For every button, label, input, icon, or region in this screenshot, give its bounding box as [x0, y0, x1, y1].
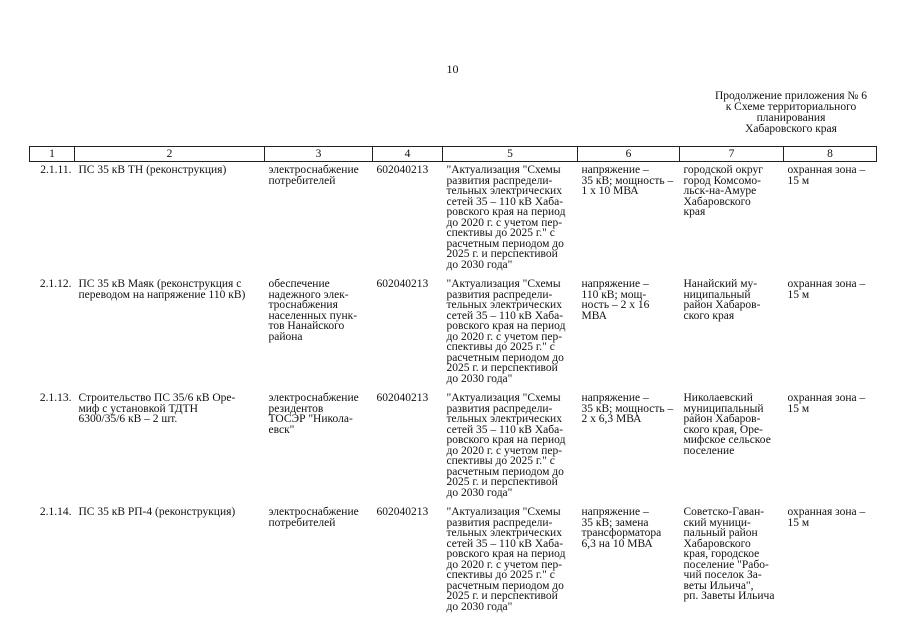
characteristics-line: напряжение –: [581, 278, 649, 290]
facility-name-line: миф с установкой ТДТН: [78, 402, 198, 415]
page-number: 10: [446, 62, 459, 76]
column-header: 8: [784, 147, 877, 162]
row-number-cell: 2.1.12.: [39, 278, 72, 290]
source-document-line: расчетным периодом до: [446, 237, 564, 250]
source-document-line: до 2030 года": [446, 600, 513, 613]
characteristics-line: 35 кВ; мощность –: [581, 174, 674, 187]
facility-name-line: 6300/35/6 кВ – 2 шт.: [78, 413, 178, 425]
row-number-cell: 2.1.14.: [39, 506, 72, 518]
source-document-line: "Актуализация "Схемы: [446, 392, 561, 404]
protection-zone-line: охранная зона –: [787, 164, 866, 176]
purpose-line: обеспечение: [268, 278, 330, 290]
purpose-line: надежного элек-: [268, 288, 349, 301]
source-document-line: сетей 35 – 110 кВ Хаба-: [446, 309, 564, 322]
characteristics-line: 1 х 10 МВА: [581, 185, 639, 197]
location-cell: [680, 276, 784, 390]
row-number-cell: 2.1.13.: [39, 392, 72, 404]
source-document-line: сетей 35 – 110 кВ Хаба-: [446, 195, 564, 208]
location-line: рп. Заветы Ильича: [683, 590, 775, 602]
location-line: городской округ: [683, 164, 763, 176]
row-number-cell: 2.1.11.: [40, 164, 72, 176]
source-document-line: развития распредели-: [446, 288, 553, 301]
source-document-line: 2025 г. и перспективой: [446, 590, 558, 602]
location-line: Нанайский му-: [683, 278, 758, 290]
source-document-line: тельных электрических: [446, 185, 562, 197]
facility-name-line: переводом на напряжение 110 кВ): [78, 288, 246, 301]
purpose-cell: [265, 504, 373, 618]
source-document-cell: [443, 504, 578, 618]
table-row: [30, 162, 877, 277]
source-document-cell: [443, 276, 578, 390]
location-line: Хабаровского: [683, 195, 751, 208]
column-header: 1: [30, 147, 75, 162]
facility-name-cell: [75, 162, 265, 277]
location-line: льск-на-Амуре: [683, 185, 757, 197]
purpose-line: населенных пунк-: [268, 309, 358, 322]
column-header: 7: [680, 147, 784, 162]
protection-zone-line: охранная зона –: [787, 392, 866, 404]
location-line: ского края: [683, 309, 735, 322]
protection-zone-line: охранная зона –: [787, 506, 866, 518]
protection-zone-cell: [784, 504, 877, 618]
facilities-table: [29, 146, 877, 618]
protection-zone-line: охранная зона –: [787, 278, 866, 290]
facility-name-cell: [75, 504, 265, 618]
table-row: [30, 276, 877, 390]
location-line: ский муници-: [683, 516, 751, 529]
characteristics-line: 6,3 на 10 МВА: [581, 537, 653, 550]
source-document-line: развития распредели-: [446, 516, 553, 529]
facility-name-line: ПС 35 кВ ТН (реконструкция): [78, 164, 227, 176]
protection-zone-cell: [784, 162, 877, 277]
source-document-line: спективы до 2025 г." с: [446, 227, 555, 239]
source-document-line: до 2030 года": [446, 372, 513, 385]
characteristics-line: МВА: [581, 309, 607, 322]
purpose-line: электроснабжение: [268, 392, 359, 404]
purpose-cell: [265, 162, 373, 277]
protection-zone-line: 15 м: [787, 402, 810, 415]
location-line: ского края, Оре-: [683, 423, 763, 436]
protection-zone-cell: [784, 276, 877, 390]
protection-zone-line: 15 м: [787, 288, 810, 301]
source-document-line: "Актуализация "Схемы: [446, 278, 561, 290]
purpose-cell: [265, 390, 373, 504]
purpose-line: электроснабжение: [268, 164, 359, 176]
location-cell: [680, 162, 784, 277]
source-document-line: ровского края на период: [446, 548, 566, 560]
column-header: 6: [578, 147, 680, 162]
purpose-line: тов Нанайского: [268, 320, 345, 332]
appendix-note-line: к Схеме территориального: [725, 101, 857, 113]
source-document-line: до 2020 г. с учетом пер-: [446, 444, 563, 457]
source-document-line: развития распредели-: [446, 402, 553, 415]
characteristics-cell: [578, 276, 680, 390]
source-document-line: сетей 35 – 110 кВ Хаба-: [446, 423, 564, 436]
characteristics-line: напряжение –: [581, 164, 649, 176]
source-document-line: ровского края на период: [446, 206, 566, 218]
appendix-note: [686, 91, 896, 135]
source-document-line: тельных электрических: [446, 527, 562, 539]
location-line: веты Ильича",: [683, 579, 754, 592]
characteristics-line: 2 х 6,3 МВА: [581, 413, 642, 425]
purpose-cell: [265, 276, 373, 390]
source-document-line: до 2020 г. с учетом пер-: [446, 330, 563, 343]
facility-name-line: Строительство ПС 35/6 кВ Оре-: [78, 392, 236, 404]
characteristics-line: трансформатора: [581, 527, 662, 539]
column-header: 4: [373, 147, 443, 162]
facility-name-cell: [75, 276, 265, 390]
object-code-cell: 602040213: [376, 164, 429, 176]
location-line: муниципальный: [683, 402, 764, 415]
purpose-line: электроснабжение: [268, 506, 359, 518]
table-body: [30, 162, 877, 619]
location-line: Николаевский: [683, 392, 753, 404]
source-document-line: спективы до 2025 г." с: [446, 455, 555, 467]
purpose-line: района: [268, 330, 303, 343]
source-document-line: тельных электрических: [446, 299, 562, 311]
object-code-cell: 602040213: [376, 392, 429, 404]
characteristics-line: 110 кВ; мощ-: [581, 288, 647, 301]
characteristics-line: 35 кВ; замена: [581, 516, 649, 529]
source-document-line: спективы до 2025 г." с: [446, 569, 555, 581]
purpose-line: ТОСЭР "Никола-: [268, 413, 353, 425]
location-line: чий поселок За-: [683, 569, 762, 581]
location-line: пальный район: [683, 527, 758, 539]
purpose-line: потребителей: [268, 174, 336, 187]
facility-name-line: ПС 35 кВ РП-4 (реконструкция): [78, 506, 236, 518]
location-line: края: [683, 206, 706, 218]
purpose-line: потребителей: [268, 516, 336, 529]
purpose-line: евск": [268, 423, 295, 436]
column-header: 3: [265, 147, 373, 162]
location-line: поселение: [683, 444, 735, 457]
location-line: поселение "Рабо-: [683, 558, 769, 571]
table-row: [30, 390, 877, 504]
characteristics-cell: [578, 504, 680, 618]
source-document-line: тельных электрических: [446, 413, 562, 425]
source-document-line: расчетным периодом до: [446, 579, 564, 592]
characteristics-line: напряжение –: [581, 506, 649, 518]
column-header: 5: [443, 147, 578, 162]
protection-zone-cell: [784, 390, 877, 504]
location-line: район Хабаров-: [683, 413, 761, 425]
source-document-line: спективы до 2025 г." с: [446, 341, 555, 353]
source-document-line: расчетным периодом до: [446, 351, 564, 364]
location-line: ниципальный: [683, 288, 751, 301]
source-document-line: до 2030 года": [446, 486, 513, 499]
source-document-line: сетей 35 – 110 кВ Хаба-: [446, 537, 564, 550]
location-cell: [680, 504, 784, 618]
protection-zone-line: 15 м: [787, 174, 810, 187]
source-document-line: расчетным периодом до: [446, 465, 564, 478]
location-line: мифское сельское: [683, 434, 771, 446]
table-row: [30, 504, 877, 618]
source-document-line: до 2020 г. с учетом пер-: [446, 558, 563, 571]
characteristics-cell: [578, 390, 680, 504]
location-line: Хабаровского: [683, 537, 751, 550]
location-line: район Хабаров-: [683, 299, 761, 311]
appendix-note-line: Продолжение приложения № 6: [714, 90, 868, 102]
location-line: город Комсомо-: [683, 174, 761, 187]
object-code-cell: 602040213: [376, 506, 429, 518]
source-document-line: 2025 г. и перспективой: [446, 362, 558, 374]
source-document-cell: [443, 162, 578, 277]
source-document-line: до 2020 г. с учетом пер-: [446, 216, 563, 229]
appendix-note-line: Хабаровского края: [745, 123, 837, 135]
source-document-line: до 2030 года": [446, 258, 513, 271]
column-header: 2: [75, 147, 265, 162]
purpose-line: троснабжения: [268, 299, 338, 311]
facility-name-cell: [75, 390, 265, 504]
source-document-line: 2025 г. и перспективой: [446, 476, 558, 488]
source-document-line: "Актуализация "Схемы: [446, 164, 561, 176]
characteristics-line: ность – 2 х 16: [581, 299, 650, 311]
protection-zone-line: 15 м: [787, 516, 810, 529]
location-line: края, городское: [683, 548, 760, 560]
source-document-line: ровского края на период: [446, 320, 566, 332]
location-line: Советско-Гаван-: [683, 506, 765, 518]
characteristics-cell: [578, 162, 680, 277]
appendix-note-line: планирования: [756, 112, 826, 124]
column-number-header-row: [30, 147, 877, 162]
source-document-line: ровского края на период: [446, 434, 566, 446]
source-document-line: "Актуализация "Схемы: [446, 506, 561, 518]
characteristics-line: напряжение –: [581, 392, 649, 404]
source-document-line: 2025 г. и перспективой: [446, 248, 558, 260]
purpose-line: резидентов: [268, 402, 324, 415]
source-document-cell: [443, 390, 578, 504]
source-document-line: развития распредели-: [446, 174, 553, 187]
location-cell: [680, 390, 784, 504]
object-code-cell: 602040213: [376, 278, 429, 290]
characteristics-line: 35 кВ; мощность –: [581, 402, 674, 415]
facility-name-line: ПС 35 кВ Маяк (реконструкция с: [78, 278, 242, 290]
